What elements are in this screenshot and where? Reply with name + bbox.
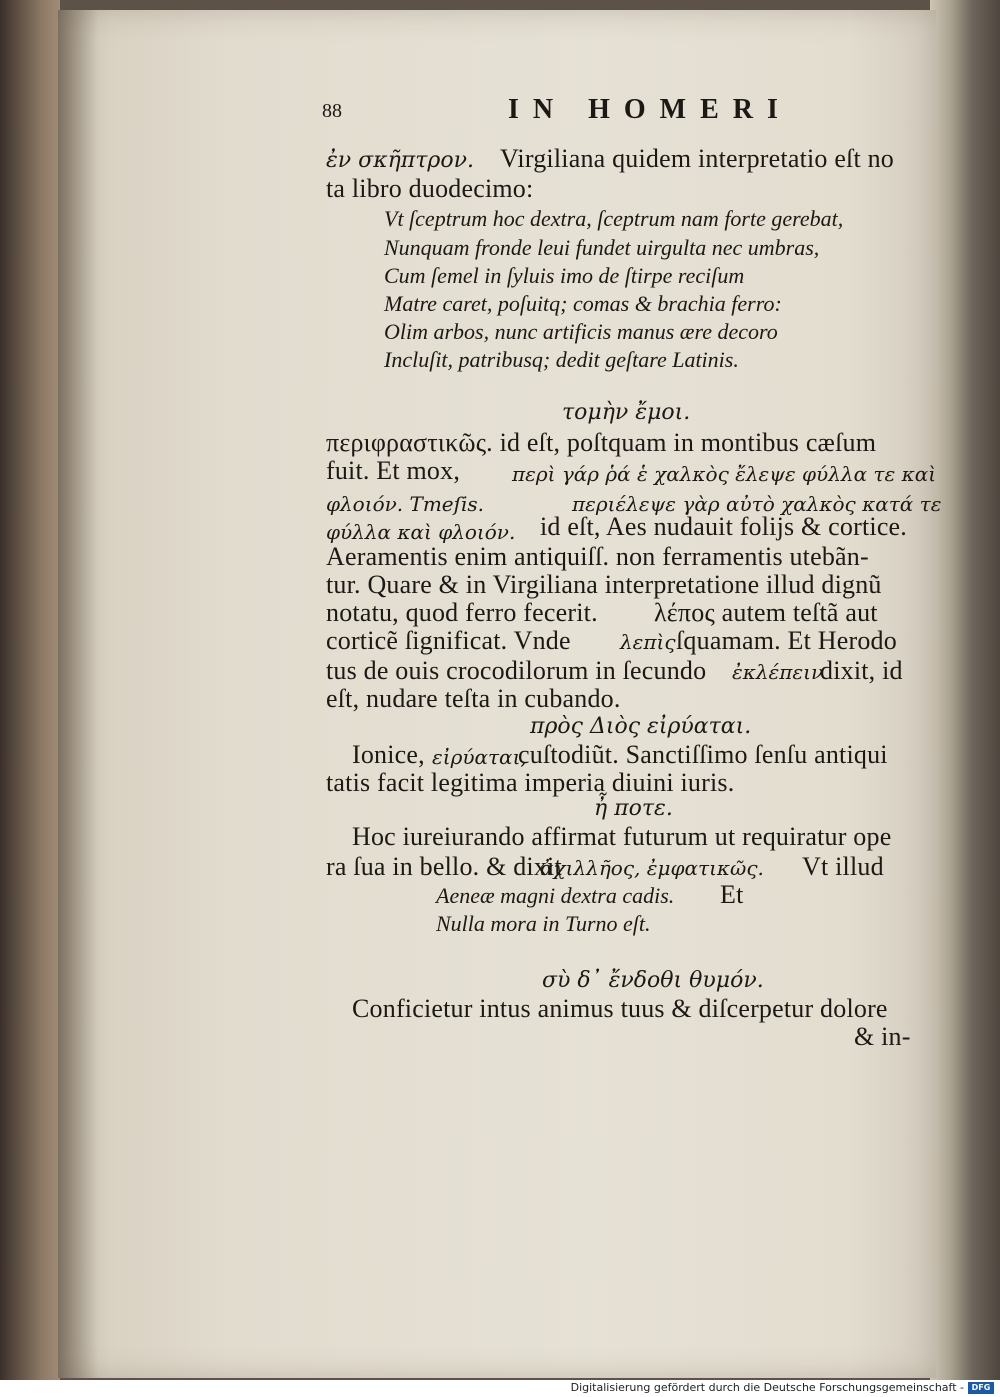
- greek-word: φλοιόν. Tmeſis.: [326, 492, 485, 516]
- greek-lemma-4: ἦ ποτε.: [594, 796, 673, 821]
- greek-lemma-2: τομὴν ἔμοι.: [562, 400, 691, 425]
- greek-word: λεπὶς: [620, 630, 676, 654]
- verse-line: Matre caret, poſuitq; comas & brachia ferro:: [384, 291, 782, 316]
- running-title: IN HOMERI: [508, 94, 792, 125]
- page-number: 88: [322, 100, 342, 122]
- text-line: tus de ouis crocodilorum in ſecundo: [326, 656, 707, 685]
- text-line: Aeramentis enim antiquiſſ. non ferramentis utebãn-: [326, 542, 869, 571]
- text-line: corticẽ ſignificat. Vnde: [326, 626, 571, 655]
- gutter-shadow: [58, 10, 98, 1378]
- verse-line: Vt ſceptrum hoc dextra, ſceptrum nam forte gerebat,: [384, 206, 844, 231]
- text-line: Et: [720, 880, 744, 909]
- text-line: tur. Quare & in Virgiliana interpretatione illud dignũ: [326, 570, 882, 599]
- text-line: Ionice,: [352, 740, 425, 769]
- text-line: ta libro duodecimo:: [326, 174, 534, 203]
- greek-lemma-5: σὺ δ᾽ ἔνδοθι θυμόν.: [542, 968, 764, 993]
- text-line: fuit. Et mox,: [326, 456, 461, 485]
- text-line: Vt illud: [802, 852, 884, 881]
- text-line: περιφραστικῶς. id eſt, poſtquam in montibus cæſum: [326, 428, 877, 457]
- text-line: dixit, id: [820, 656, 903, 685]
- quote-line: Aeneæ magni dextra cadis.: [436, 883, 675, 908]
- verse-line: Incluſit, patribusq; dedit geſtare Latinis.: [384, 347, 739, 372]
- dfg-logo: DFG: [968, 1382, 994, 1394]
- text-line: ſquamam. Et Herodo: [676, 626, 897, 655]
- greek-word: φύλλα καὶ φλοιόν.: [326, 520, 516, 544]
- quote-line: Nulla mora in Turno eſt.: [436, 911, 651, 936]
- text-line: ra ſua in bello. & dixit: [326, 852, 562, 881]
- text-line: cuſtodiũt. Sanctiſſimo ſenſu antiqui: [518, 740, 888, 769]
- book-spine-edge: [0, 0, 60, 1380]
- text-line: eſt, nudare teſta in cubando.: [326, 684, 621, 713]
- greek-lemma-1: ἐν σκῆπτρον.: [326, 148, 474, 173]
- text-line: Hoc iureiurando affirmat futurum ut requiratur ope: [352, 822, 892, 851]
- text-line: notatu, quod ferro fecerit.: [326, 598, 598, 627]
- greek-quote: περιέλεψε γὰρ αὐτὸ χαλκὸς κατά τε: [572, 492, 942, 516]
- book-fore-edge: [930, 0, 1000, 1380]
- footer-credit: Digitalisierung gefördert durch die Deutsche Forschungsgemeinschaft -: [570, 1381, 964, 1394]
- verse-line: Nunquam fronde leui fundet uirgulta nec umbras,: [384, 235, 820, 260]
- greek-quote: περὶ γάρ ῥά ἑ χαλκὸς ἔλεψε φύλλα τε καὶ: [512, 462, 937, 486]
- greek-word: ἐκλέπειν: [732, 660, 824, 684]
- catchword: & in-: [854, 1022, 911, 1051]
- verse-line: Cum ſemel in ſyluis imo de ſtirpe reciſum: [384, 263, 745, 288]
- text-line: id eſt, Aes nudauit folijs & cortice.: [540, 512, 907, 541]
- greek-word: εἰρύαται,: [432, 745, 527, 769]
- text-line: tatis facit legitima imperia diuini iuris.: [326, 768, 735, 797]
- greek-word: ἀχιλλῆος, ἐμφατικῶς.: [540, 856, 764, 880]
- verse-line: Olim arbos, nunc artificis manus ære decoro: [384, 319, 778, 344]
- greek-lemma-3: πρὸς Διὸς εἰρύαται.: [530, 714, 752, 739]
- text-line: λέπος autem teſtã aut: [654, 598, 878, 627]
- text-line: Virgiliana quidem interpretatio eſt no: [500, 144, 895, 173]
- text-line: Conficietur intus animus tuus & diſcerpetur dolore: [352, 994, 888, 1023]
